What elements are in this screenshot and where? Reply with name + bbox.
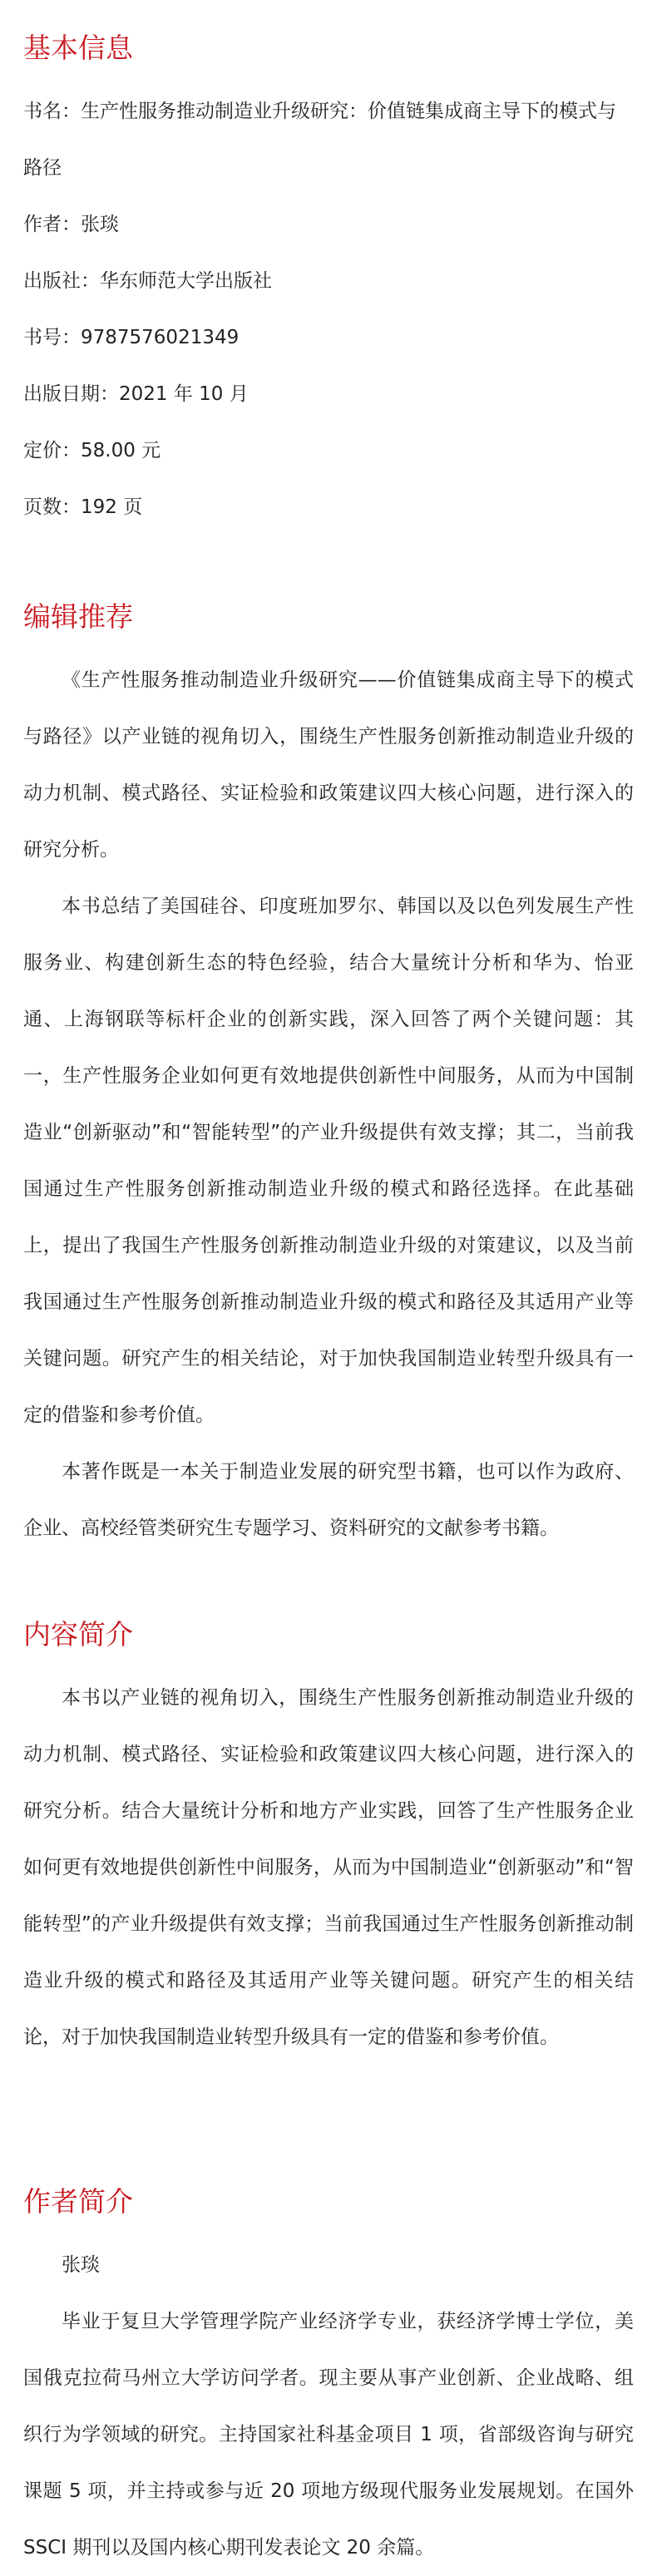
price-line: 定价：58.00 元 <box>23 440 161 461</box>
section-title-basic-info: 基本信息 <box>23 32 133 64</box>
section-title-author-intro: 作者简介 <box>23 2185 133 2218</box>
author-name: 张琰 <box>62 2254 100 2276</box>
editor-paragraph: 本著作既是一本关于制造业发展的研究型书籍，也可以作为政府、企业、高校经管类研究生专题学习、资料研究的文献参考书籍。 <box>23 1461 634 1539</box>
content-summary-section <box>23 1615 634 2065</box>
author-line: 作者：张琰 <box>23 214 119 235</box>
editor-recommendation-section <box>23 597 634 1557</box>
content-paragraph: 本书以产业链的视角切入，围绕生产性服务创新推动制造业升级的动力机制、模式路径、实证检验和政策建议四大核心问题，进行深入的研究分析。结合大量统计分析和地方产业实践，回答了生产性服务企业如何更有效地提供创新性中间服务，从而为中国制造业“创新驱动”和“智能转型”的产业升级提供有效支撑；当前我国通过生产性服务创新推动制造业升级的模式和路径及其适用产业等关键问题。研究产生的相关结论，对于加快我国制造业转型升级具有一定的借鉴和参考价值。 <box>23 1687 634 2048</box>
pages-line: 页数：192 页 <box>23 496 143 518</box>
publish-date-line: 出版日期：2021 年 10 月 <box>23 383 249 405</box>
author-intro-section <box>23 2182 634 2576</box>
editor-paragraph: 《生产性服务推动制造业升级研究——价值链集成商主导下的模式与路径》以产业链的视角切入，围绕生产性服务创新推动制造业升级的动力机制、模式路径、实证检验和政策建议四大核心问题，进行深入的研究分析。 <box>23 669 634 861</box>
author-paragraph: 毕业于复旦大学管理学院产业经济学专业，获经济学博士学位，美国俄克拉荷马州立大学访问学者。现主要从事产业创新、企业战略、组织行为学领域的研究。主持国家社科基金项目 1 项，省部级咨询与研究课题 5 项，并主持或参与近 20 项地方级现代服务业发展规划。在国外 SSCI 期刊以及国内核心期刊发表论文 20 余篇。 <box>23 2311 634 2559</box>
editor-paragraph: 本书总结了美国硅谷、印度班加罗尔、韩国以及以色列发展生产性服务业、构建创新生态的特色经验，结合大量统计分析和华为、怡亚通、上海钢联等标杆企业的创新实践，深入回答了两个关键问题：其一，生产性服务企业如何更有效地提供创新性中间服务，从而为中国制造业“创新驱动”和“智能转型”的产业升级提供有效支撑；其二，当前我国通过生产性服务创新推动制造业升级的模式和路径选择。在此基础上，提出了我国生产性服务创新推动制造业升级的对策建议，以及当前我国通过生产性服务创新推动制造业升级的模式和路径及其适用产业等关键问题。研究产生的相关结论，对于加快我国制造业转型升级具有一定的借鉴和参考价值。 <box>23 896 634 1426</box>
section-title-content-summary: 内容简介 <box>23 1618 133 1651</box>
section-title-editor-recommendation: 编辑推荐 <box>23 600 133 633</box>
publisher-line: 出版社：华东师范大学出版社 <box>23 270 272 292</box>
isbn-line: 书号：9787576021349 <box>23 327 240 348</box>
book-title-line: 书名：生产性服务推动制造业升级研究：价值链集成商主导下的模式与路径 <box>23 101 616 179</box>
basic-info-section <box>23 28 634 535</box>
